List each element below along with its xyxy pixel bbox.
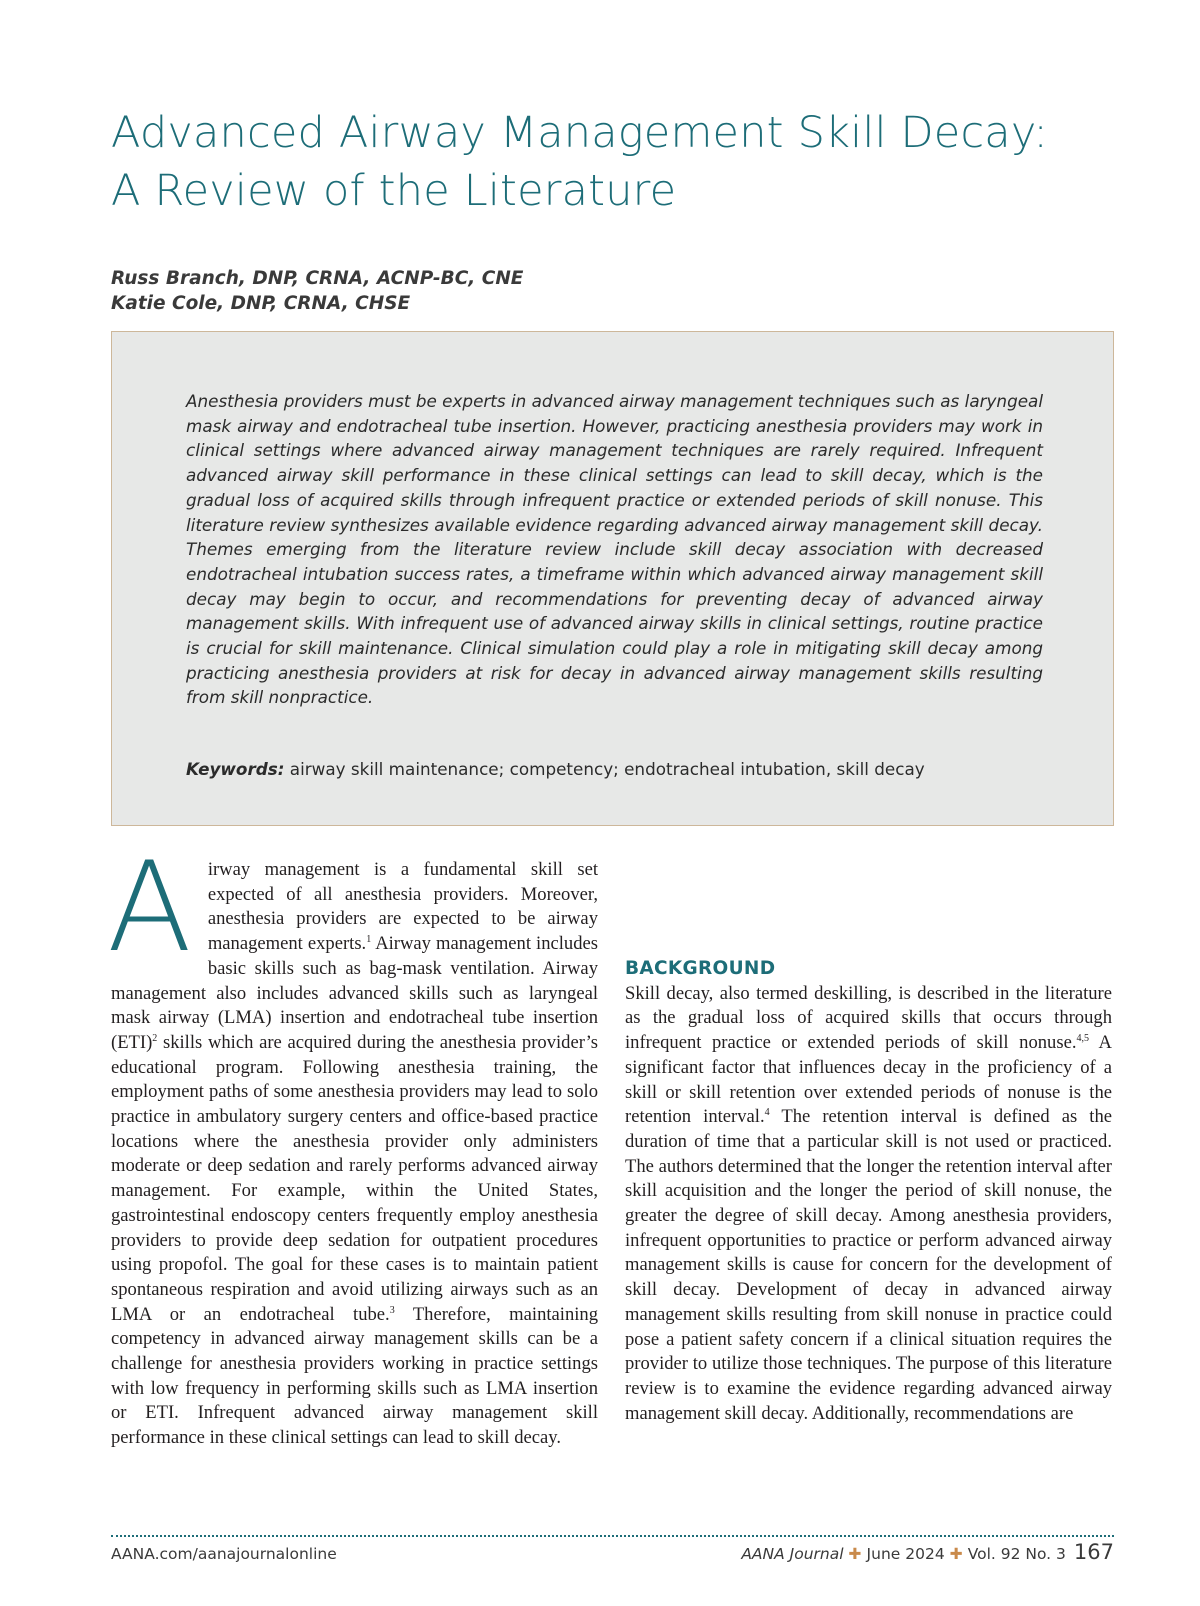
keywords-list: airway skill maintenance; competency; endotracheal intubation, skill decay [289, 759, 925, 779]
citation-2: 2 [152, 1032, 158, 1044]
keywords-label: Keywords: [186, 759, 285, 779]
article-title [111, 104, 1111, 220]
footer-journal-name: AANA Journal [741, 1545, 844, 1563]
background-text-3: The retention interval is defined as the duration of time that a particular skill is not used or practiced. The authors determined that the longer the retention interval after skill acquisition and the longer the period of skill nonuse, the greater the degree of skill decay. Among anesthesia providers, infrequent opportunities to practice or perform advanced airway management skills is cause for concern for the development of skill decay. Development of decay in advanced airway management skills resulting from skill nonuse in practice could pose a patient safety concern if a clinical situation requires the provider to utilize those techniques. The purpose of this literature review is to examine the evidence regarding advanced airway management skill decay. Additionally, recommendations are [625, 1106, 1112, 1424]
footer-citation [741, 1540, 1114, 1564]
drop-cap: A [107, 836, 192, 980]
keywords [186, 757, 1066, 781]
footer-volume: Vol. 92 No. 3 [967, 1545, 1066, 1563]
intro-paragraph [107, 836, 599, 1451]
footer-separator-icon: ✚ [848, 1545, 862, 1563]
intro-text-3: skills which are acquired during the anesthesia provider’s educational program. Following anesthesia training, the employment paths of some anesthesia providers may lead to solo practice in ambulatory surgery centers and office-based practice locations where the anesthesia provider only administers moderate or deep sedation and rarely performs advanced airway management. For example, within the United States, gastrointestinal endoscopy centers frequently employ anesthesia providers to provide deep sedation for outpatient procedures using propofol. The goal for these cases is to maintain patient spontaneous respiration and avoid utilizing airways such as an LMA or an endotracheal tube. [111, 1031, 598, 1325]
article-title-line-2: A Review of the Literature [111, 166, 677, 216]
background-text-2: A significant factor that influences decay in the proficiency of a skill or skill retention over extended periods of nonuse is the retention interval. [625, 1032, 1112, 1128]
citation-1: 1 [366, 934, 372, 946]
author-list [111, 266, 523, 316]
body-column-left [107, 836, 599, 1451]
footer-divider [111, 1535, 1114, 1537]
column-continuation-space [625, 858, 1112, 932]
body-column-right [625, 858, 1112, 1426]
citation-4-5: 4,5 [1076, 1033, 1089, 1045]
intro-text-1: irway management is a fundamental skill set expected of all anesthesia providers. Moreover, anesthesia providers are expected to be airway management experts. [207, 859, 598, 955]
citation-4: 4 [764, 1107, 770, 1119]
abstract-text: Anesthesia providers must be experts in advanced airway management techniques such as laryngeal mask airway and endotracheal tube insertion. However, practicing anesthesia providers may work in clinical settings where advanced airway management techniques are rarely required. Infrequent advanced airway skill performance in these clinical settings can lead to skill decay, which is the gradual loss of acquired skills through infrequent practice or extended periods of skill nonuse. This literature review synthesizes available evidence regarding advanced airway management skill decay. Themes emerging from the literature review include skill decay association with decreased endotracheal intubation success rates, a timeframe within which advanced airway management skill decay may begin to occur, and recommendations for preventing decay of advanced airway management skills. With infrequent use of advanced airway skills in clinical settings, routine practice is crucial for skill maintenance. Clinical simulation could play a role in mitigating skill decay among practicing anesthesia providers at risk for decay in advanced airway management skills resulting from skill nonpractice. [186, 391, 1043, 708]
article-title-line-1: Advanced Airway Management Skill Decay: [111, 108, 1049, 158]
abstract-box [111, 331, 1114, 826]
background-paragraph [625, 982, 1112, 1427]
intro-text-4: Therefore, maintaining competency in advanced airway management skills can be a challenge for anesthesia providers working in practice settings with low frequency in performing skills such as LMA insertion or ETI. Infrequent advanced airway management skill performance in these clinical settings can lead to skill decay. [111, 1303, 599, 1449]
section-heading-background: BACKGROUND [625, 958, 776, 979]
page-number: 167 [1073, 1540, 1114, 1564]
author-2: Katie Cole, DNP, CRNA, CHSE [111, 293, 411, 314]
footer-website: AANA.com/aanajournalonline [111, 1545, 337, 1563]
author-1: Russ Branch, DNP, CRNA, ACNP-BC, CNE [111, 268, 524, 289]
footer-date: June 2024 [866, 1545, 945, 1563]
citation-3: 3 [389, 1304, 395, 1316]
footer-separator-icon: ✚ [949, 1545, 963, 1563]
background-text-1: Skill decay, also termed deskilling, is described in the literature as the gradual loss of acquired skills that occurs through infrequent practice or extended periods of skill nonuse. [625, 982, 1112, 1054]
intro-text-2: Airway management includes basic skills such as bag-mask ventilation. Airway management also includes advanced skills such as laryngeal mask airway (LMA) insertion and endotracheal tube insertion (ETI) [111, 933, 599, 1053]
